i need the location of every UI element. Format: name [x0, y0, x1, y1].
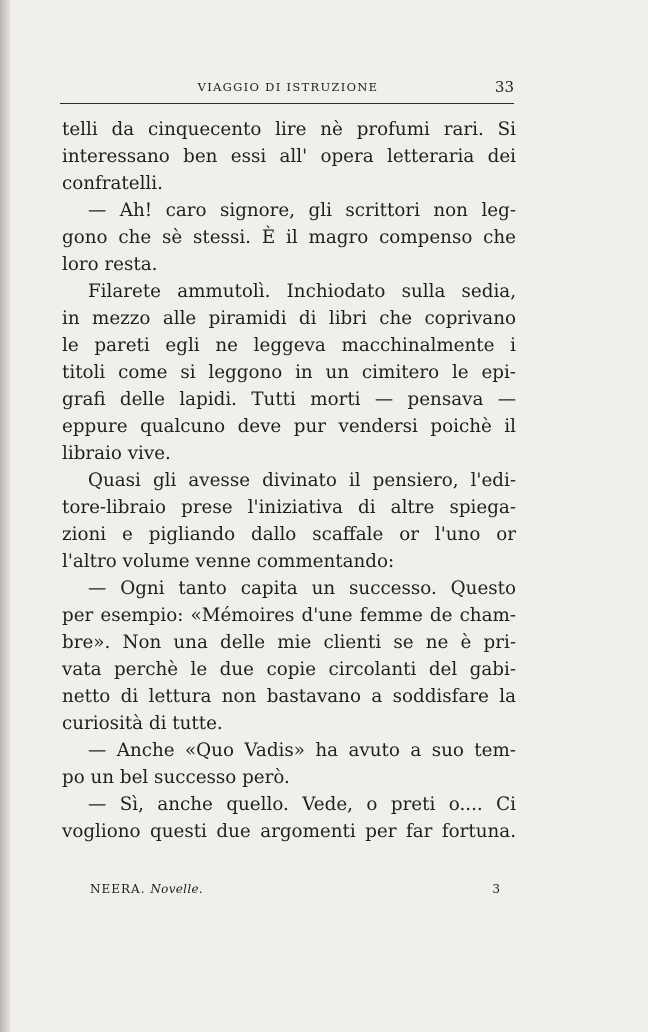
page-header: [60, 78, 516, 100]
footer-signature: [90, 882, 203, 896]
text-line: vogliono questi due argomenti per far fortuna.: [62, 821, 516, 842]
text-line: netto di lettura non bastavano a soddisfare la: [62, 686, 516, 707]
text-line: gono che sè stessi. È il magro compenso che: [62, 227, 516, 248]
text-line: — Ah! caro signore, gli scrittori non leg-: [88, 200, 516, 221]
text-line: — Ogni tanto capita un successo. Questo: [88, 578, 516, 599]
text-line: bre». Non una delle mie clienti se ne è pri-: [62, 632, 516, 653]
text-line: tore-libraio prese l'iniziativa di altre spiega-: [62, 497, 516, 518]
text-line: libraio vive.: [62, 443, 171, 464]
page-footer: [90, 882, 500, 902]
header-rule: [60, 103, 514, 104]
page-number: 33: [494, 78, 514, 96]
text-line: curiosità di tutte.: [62, 713, 223, 734]
text-line: po un bel successo però.: [62, 767, 290, 788]
text-line: vata perchè le due copie circolanti del gabi-: [62, 659, 516, 680]
text-line: interessano ben essi all' opera letteraria dei: [62, 146, 516, 167]
text-line: le pareti egli ne leggeva macchinalmente i: [62, 335, 516, 356]
text-line: l'altro volume venne commentando:: [62, 551, 395, 572]
body-text: [62, 116, 516, 845]
text-line: — Anche «Quo Vadis» ha avuto a suo tem-: [88, 740, 516, 761]
text-line: grafi delle lapidi. Tutti morti — pensava —: [62, 389, 516, 410]
text-line: eppure qualcuno deve pur vendersi poichè il: [62, 416, 516, 437]
text-line: titoli come si leggono in un cimitero le epi-: [62, 362, 516, 383]
running-title: VIAGGIO DI ISTRUZIONE: [197, 80, 379, 94]
text-line: in mezzo alle piramidi di libri che coprivano: [62, 308, 516, 329]
text-line: Quasi gli avesse divinato il pensiero, l'edi-: [88, 470, 516, 491]
footer-author: NEERA.: [90, 882, 146, 896]
text-line: — Sì, anche quello. Vede, o preti o.... Ci: [88, 794, 516, 815]
text-line: telli da cinquecento lire nè profumi rari. Si: [62, 119, 516, 140]
page-gutter-shadow: [0, 0, 10, 1032]
signature-mark: 3: [492, 882, 500, 896]
text-line: Filarete ammutolì. Inchiodato sulla sedia,: [88, 281, 516, 302]
text-line: confratelli.: [62, 173, 163, 194]
text-line: per esempio: «Mémoires d'une femme de cham-: [62, 605, 516, 626]
text-line: zioni e pigliando dallo scaffale or l'uno or: [62, 524, 516, 545]
text-line: loro resta.: [62, 254, 158, 275]
footer-work-title: Novelle.: [150, 882, 203, 896]
